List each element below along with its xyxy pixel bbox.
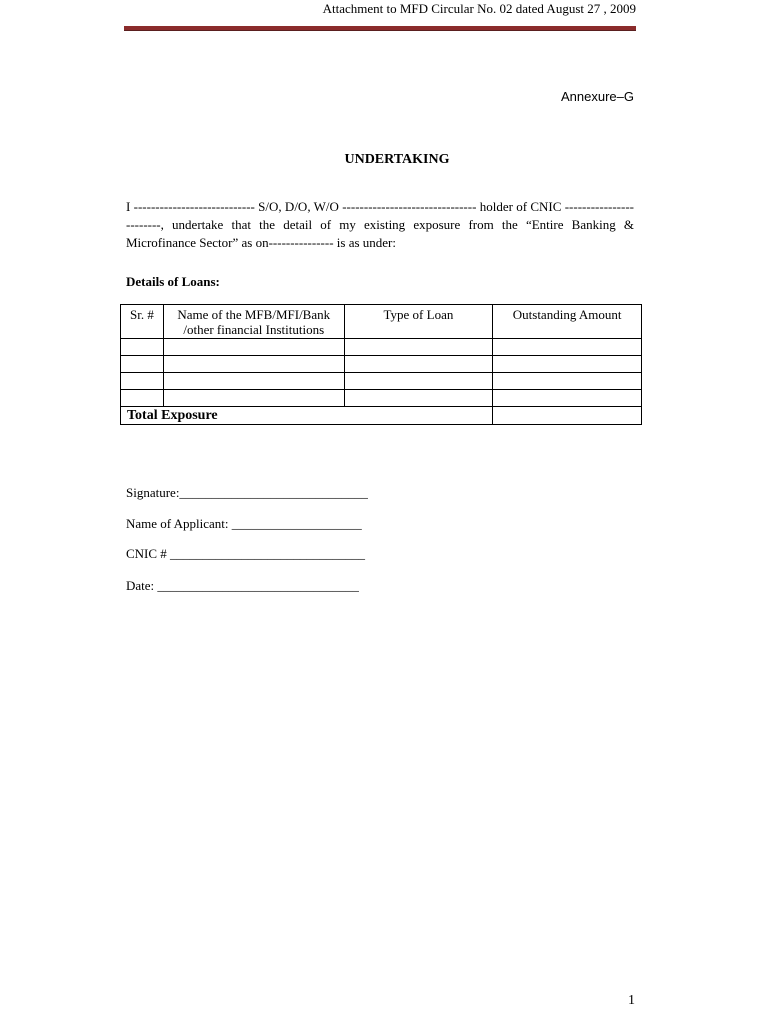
table-cell[interactable] — [163, 373, 344, 390]
column-header-serial: Sr. # — [121, 305, 164, 339]
table-cell[interactable] — [493, 356, 642, 373]
table-cell[interactable] — [163, 356, 344, 373]
table-header-row — [121, 305, 642, 339]
table-cell[interactable] — [344, 356, 493, 373]
total-exposure-value[interactable] — [493, 407, 642, 425]
table-row — [121, 356, 642, 373]
column-header-outstanding-amount: Outstanding Amount — [493, 305, 642, 339]
date-field[interactable]: Date: _______________________________ — [126, 578, 359, 593]
cnic-field[interactable]: CNIC # ______________________________ — [126, 546, 366, 561]
table-cell[interactable] — [121, 373, 164, 390]
table-cell[interactable] — [344, 390, 493, 407]
table-cell[interactable] — [121, 356, 164, 373]
page-number: 1 — [628, 993, 635, 1008]
table-cell[interactable] — [121, 339, 164, 356]
table-cell[interactable] — [493, 339, 642, 356]
table-cell[interactable] — [344, 339, 493, 356]
column-header-type-of-loan: Type of Loan — [344, 305, 493, 339]
annexure-label: Annexure–G — [561, 89, 634, 104]
table-cell[interactable] — [344, 373, 493, 390]
table-cell[interactable] — [493, 373, 642, 390]
applicant-name-field[interactable]: Name of Applicant: ____________________ — [126, 516, 362, 531]
header-rule — [124, 26, 636, 31]
header-attachment-text: Attachment to MFD Circular No. 02 dated August 27 , 2009 — [322, 1, 636, 16]
table-cell[interactable] — [163, 339, 344, 356]
total-exposure-row — [121, 407, 642, 425]
table-cell[interactable] — [493, 390, 642, 407]
details-of-loans-heading: Details of Loans: — [126, 274, 220, 289]
column-header-institution: Name of the MFB/MFI/Bank /other financial Institutions — [163, 305, 344, 339]
total-exposure-label: Total Exposure — [121, 407, 493, 425]
table-row — [121, 390, 642, 407]
table-row — [121, 373, 642, 390]
table-row — [121, 339, 642, 356]
loans-table — [120, 304, 642, 425]
table-cell[interactable] — [121, 390, 164, 407]
table-cell[interactable] — [163, 390, 344, 407]
signature-field[interactable]: Signature:_____________________________ — [126, 485, 368, 500]
page-title: UNDERTAKING — [344, 152, 450, 167]
undertaking-paragraph: I ---------------------------- S/O, D/O, W/O ------------------------------- holder of CNIC ------------------------, undertake that the detail of my existing exposure from the “Entire Banking & Microfinance Sector” as on--------------- is as under: — [126, 199, 634, 250]
